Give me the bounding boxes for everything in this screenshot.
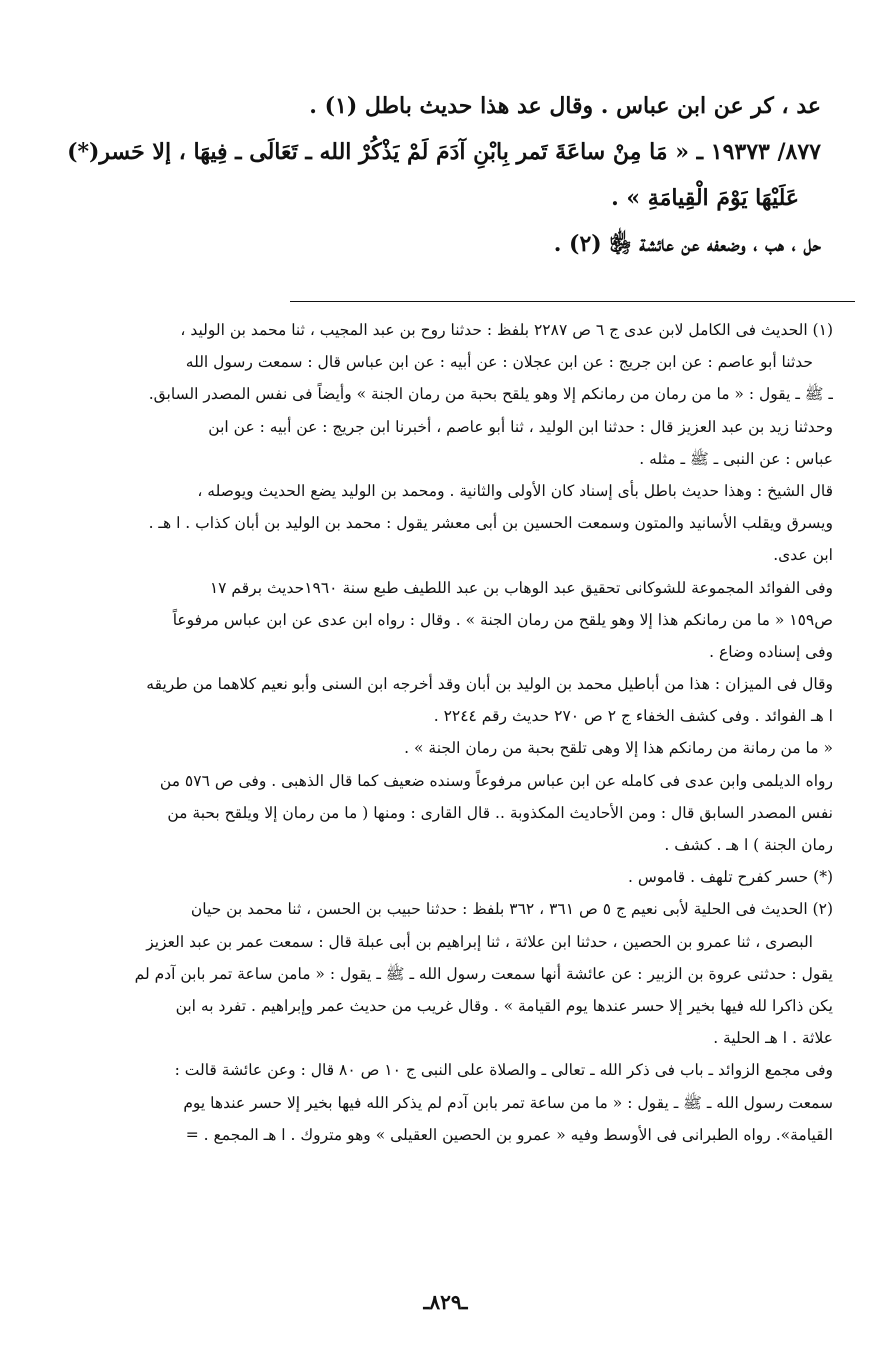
footnote-line: وفى الفوائد المجموعة للشوكانى تحقيق عبد الوهاب بن عبد اللطيف طبع سنة ١٩٦٠حديث برقم ١٧ <box>209 578 833 597</box>
footnote-line: القيامة». رواه الطبرانى فى الأوسط وفيه « عمرو بن الحصين العقيلى » وهو متروك . ا هـ المجمع . = <box>185 1125 833 1144</box>
footnote-line: يكن ذاكرا لله فيها بخير إلا حسر عندها يوم القيامة » . وقال غريب من حديث عمر وإبراهيم . تفرد به ابن <box>175 996 833 1015</box>
footnote-line: ا هـ الفوائد . وفى كشف الخفاء ج ٢ ص ٢٧٠ حديث رقم ٢٢٤٤ . <box>433 707 833 726</box>
footnote-line: (٢) الحديث فى الحلية لأبى نعيم ج ٥ ص ٣٦١ ، ٣٦٢ بلفظ : حدثنا حبيب بن الحسن ، ثنا محمد بن حيان <box>190 900 833 919</box>
main-line-source: عد ، كر عن ابن عباس . وقال عد هذا حديث باطل (١) . <box>309 93 821 119</box>
footnote-line: قال الشيخ : وهذا حديث باطل بأى إسناد كان الأولى والثانية . ومحمد بن الوليد يضع الحديث ويوصله ، <box>197 481 833 500</box>
footnote-line: عباس : عن النبى ـ ﷺ ـ مثله . <box>639 449 833 468</box>
footnote-line: ويسرق ويقلب الأسانيد والمتون وسمعت الحسين بن أبى معشر يقول : محمد بن الوليد بن أبان كذاب . ا هـ . <box>148 514 833 533</box>
footnote-line: يقول : حدثنى عروة بن الزبير : عن عائشة أنها سمعت رسول الله ـ ﷺ ـ يقول : « مامن ساعة تمر بابن آدم لم <box>134 964 833 983</box>
footnote-line: رمان الجنة ) ا هـ . كشف . <box>664 836 833 854</box>
page-number: ـ٨٢٩ـ <box>423 1290 468 1314</box>
main-line-hadith: ٨٧٧/ ١٩٣٧٣ ـ « مَا مِنْ ساعَةَ تَمر بِابْنِ آدَمَ لَمْ يَذْكُرْ الله ـ تَعَالَى ـ فِيهَا ، إلا حَسر(*) <box>67 139 821 165</box>
footnote-line: رواه الديلمى وابن عدى فى كامله عن ابن عباس مرفوعاً وسنده ضعيف كما قال الذهبى . وفى ص ٥٧٦ من <box>159 771 833 790</box>
footnote-line: ص١٥٩ « ما من رمانكم هذا إلا وهو يلقح من رمان الجنة » . وقال : رواه ابن عدى عن ابن عباس مرفوعاً <box>172 610 833 629</box>
hadith-main-text <box>67 84 821 268</box>
footnote-line: وحدثنا زيد بن عبد العزيز قال : حدثنا ابن الوليد ، ثنا أبو عاصم ، أخبرنا ابن جريج : عن أبيه : عن ابن <box>208 417 833 436</box>
footnote-line: سمعت رسول الله ـ ﷺ ـ يقول : « ما من ساعة تمر بابن آدم لم يذكر الله فيها بخير إلا حسر عندها يوم <box>183 1093 833 1112</box>
footnote-line: (١) الحديث فى الكامل لابن عدى ج ٦ ص ٢٢٨٧ بلفظ : حدثنا روح بن عبد المجيب ، ثنا محمد بن الوليد ، <box>180 321 833 339</box>
footnote-line: نفس المصدر السابق قال : ومن الأحاديث المكذوبة .. قال القارى : ومنها ( ما من رمان إلا ويلقح بحبة من <box>167 803 833 822</box>
footnote-line: ـ ﷺ ـ يقول : « ما من رمان من رمانكم إلا وهو يلقح بحبة من رمان الجنة » وأيضاً فى نفس المصدر السابق. <box>148 385 833 404</box>
footnote-line: وقال فى الميزان : هذا من أباطيل محمد بن الوليد بن أبان وقد أخرجه ابن السنى وأبو نعيم كلاهما من طريقه <box>146 675 833 694</box>
footnote-line: علاثة . ا هـ الحلية . <box>713 1029 833 1048</box>
footnote-line: « ما من رمانة من رمانكم هذا إلا وهى تلقح بحبة من رمان الجنة » . <box>404 739 833 758</box>
footnote-line: وفى إسناده وضاع . <box>709 642 833 661</box>
footnote-line: البصرى ، ثنا عمرو بن الحصين ، حدثنا ابن علاثة ، ثنا إبراهيم بن أبى عبلة قال : سمعت عمر بن عبد العزيز <box>146 932 813 951</box>
footnote-line: ابن عدى. <box>773 546 833 565</box>
footnote-line: وفى مجمع الزوائد ـ باب فى ذكر الله ـ تعالى ـ والصلاة على النبى ج ١٠ ص ٨٠ قال : وعن عائشة قالت : <box>174 1061 833 1080</box>
footnote-divider <box>290 301 855 302</box>
footnote-line: حدثنا أبو عاصم : عن ابن جريج : عن ابن عجلان : عن أبيه : عن ابن عباس قال : سمعت رسول الله <box>185 353 813 372</box>
main-line-hadith-continued: عَلَيْهَا يَوْمَ الْقِيامَةِ » . <box>611 185 799 211</box>
footnote-line: (*) حسر كفرح تلهف . قاموس . <box>628 868 833 887</box>
main-line-attribution: حل ، هب ، وضعفه عن عائشة ﵂ (٢) . <box>553 231 821 257</box>
footnotes-section <box>51 314 833 1151</box>
